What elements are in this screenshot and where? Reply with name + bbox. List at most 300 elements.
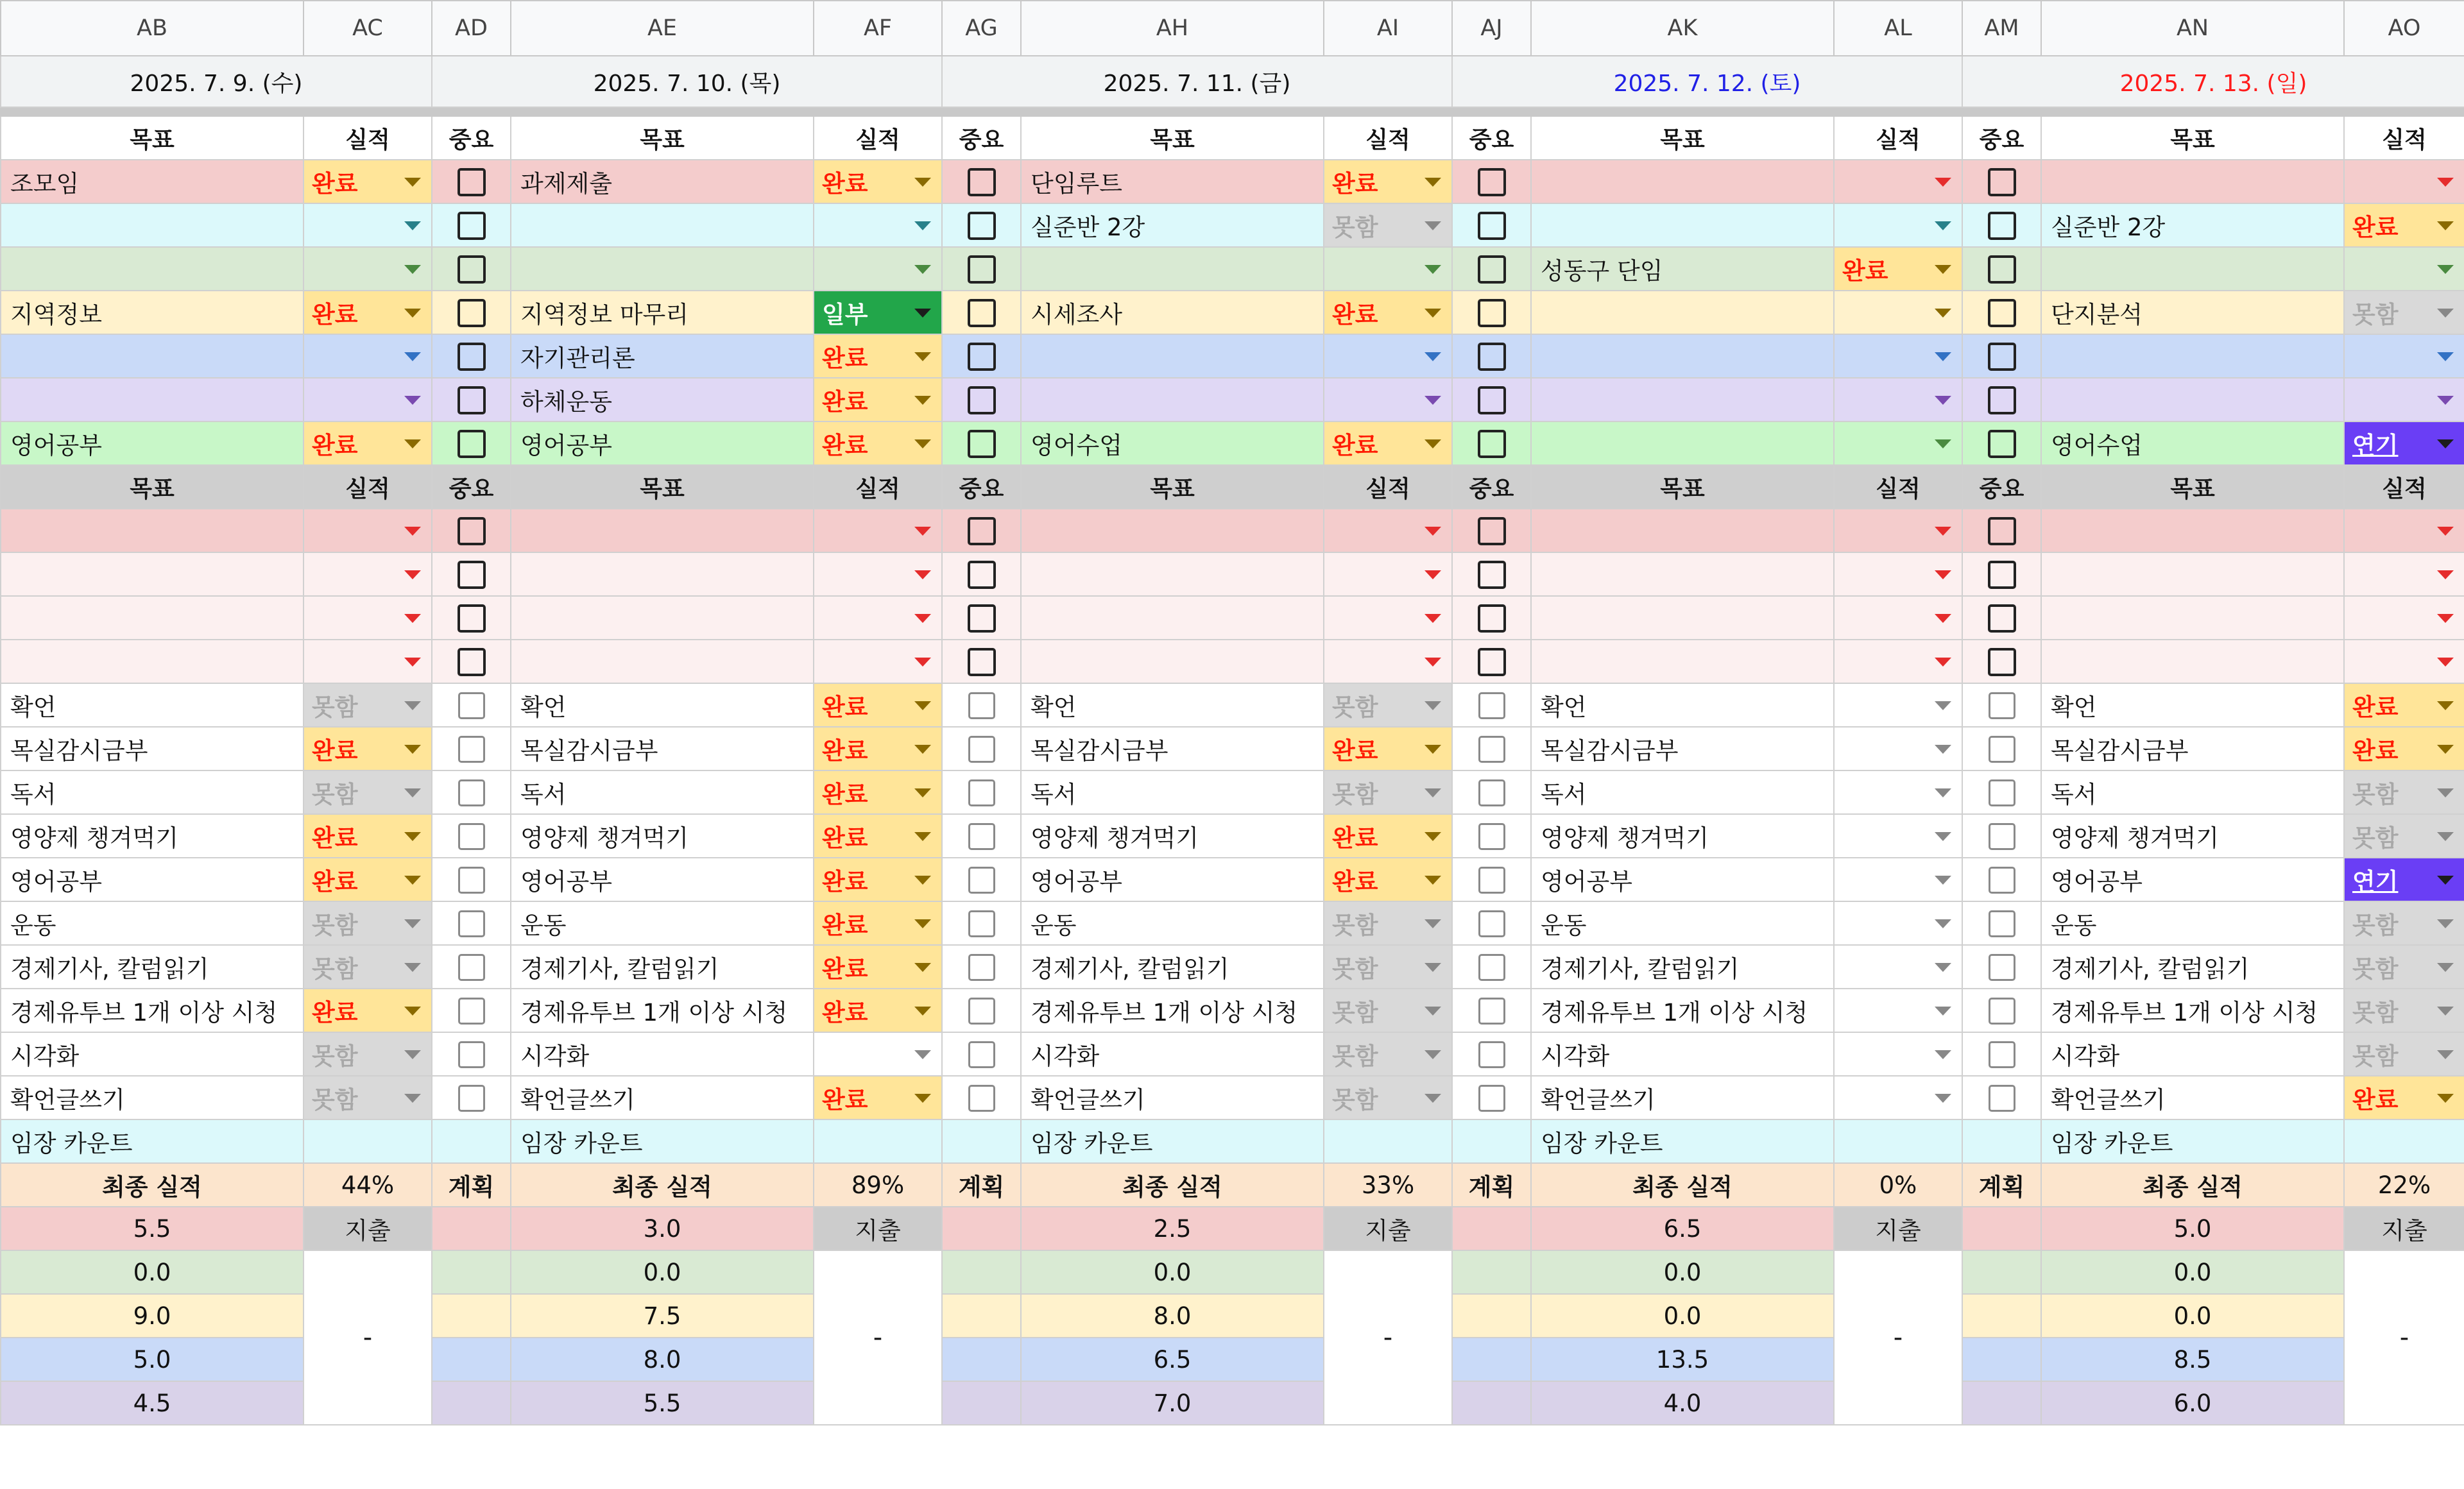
important-checkbox[interactable] bbox=[1478, 212, 1506, 240]
goal-cell[interactable]: 영어공부 bbox=[511, 421, 814, 465]
dropdown-arrow-icon[interactable] bbox=[1425, 614, 1441, 623]
result-dropdown[interactable] bbox=[814, 552, 942, 596]
result-dropdown[interactable] bbox=[2344, 509, 2464, 552]
dropdown-arrow-icon[interactable] bbox=[914, 570, 931, 579]
dropdown-arrow-icon[interactable] bbox=[1935, 788, 1951, 797]
important-checkbox[interactable] bbox=[458, 910, 485, 937]
important-checkbox[interactable] bbox=[1478, 561, 1506, 589]
column-header-al[interactable]: AL bbox=[1834, 1, 1962, 56]
goal-cell[interactable] bbox=[511, 509, 814, 552]
habit-goal-cell[interactable]: 확언 bbox=[1021, 683, 1324, 727]
dropdown-arrow-icon[interactable] bbox=[1935, 1094, 1951, 1103]
dropdown-arrow-icon[interactable] bbox=[404, 527, 421, 536]
important-checkbox[interactable] bbox=[968, 823, 995, 850]
important-checkbox[interactable] bbox=[968, 386, 996, 414]
result-dropdown[interactable] bbox=[304, 1076, 432, 1119]
dropdown-arrow-icon[interactable] bbox=[914, 1050, 931, 1059]
important-checkbox[interactable] bbox=[1478, 299, 1506, 327]
important-checkbox[interactable] bbox=[458, 255, 486, 284]
goal-cell[interactable] bbox=[1, 378, 304, 421]
dropdown-arrow-icon[interactable] bbox=[1425, 832, 1441, 841]
habit-goal-cell[interactable]: 확언글쓰기 bbox=[1021, 1076, 1324, 1119]
habit-goal-cell[interactable]: 경제기사, 칼럼읽기 bbox=[2041, 945, 2344, 989]
habit-goal-cell[interactable]: 독서 bbox=[1, 770, 304, 814]
dropdown-arrow-icon[interactable] bbox=[914, 788, 931, 797]
goal-cell[interactable] bbox=[1021, 509, 1324, 552]
column-header-ak[interactable]: AK bbox=[1531, 1, 1834, 56]
count-value[interactable] bbox=[814, 1119, 942, 1163]
important-checkbox[interactable] bbox=[1988, 517, 2016, 545]
dropdown-arrow-icon[interactable] bbox=[2437, 614, 2454, 623]
goal-cell[interactable] bbox=[2041, 640, 2344, 683]
result-dropdown[interactable] bbox=[814, 770, 942, 814]
dropdown-arrow-icon[interactable] bbox=[1935, 614, 1951, 623]
dropdown-arrow-icon[interactable] bbox=[1935, 396, 1951, 405]
goal-cell[interactable] bbox=[1531, 378, 1834, 421]
result-dropdown[interactable] bbox=[1834, 858, 1962, 901]
important-checkbox[interactable] bbox=[458, 954, 485, 981]
result-dropdown[interactable] bbox=[2344, 291, 2464, 334]
goal-cell[interactable]: 영어수업 bbox=[2041, 421, 2344, 465]
result-dropdown[interactable] bbox=[2344, 203, 2464, 247]
important-checkbox[interactable] bbox=[1478, 430, 1506, 458]
habit-goal-cell[interactable]: 경제유투브 1개 이상 시청 bbox=[1, 989, 304, 1032]
result-dropdown[interactable] bbox=[304, 334, 432, 378]
column-header-ae[interactable]: AE bbox=[511, 1, 814, 56]
result-dropdown[interactable] bbox=[2344, 858, 2464, 901]
result-dropdown[interactable] bbox=[304, 247, 432, 291]
dropdown-arrow-icon[interactable] bbox=[1425, 1094, 1441, 1103]
result-dropdown[interactable] bbox=[1834, 378, 1962, 421]
result-dropdown[interactable] bbox=[1834, 334, 1962, 378]
important-checkbox[interactable] bbox=[968, 255, 996, 284]
habit-goal-cell[interactable]: 경제유투브 1개 이상 시청 bbox=[1021, 989, 1324, 1032]
habit-goal-cell[interactable]: 경제기사, 칼럼읽기 bbox=[1531, 945, 1834, 989]
important-checkbox[interactable] bbox=[1478, 779, 1505, 806]
important-checkbox[interactable] bbox=[1478, 910, 1505, 937]
result-dropdown[interactable] bbox=[1324, 945, 1452, 989]
dropdown-arrow-icon[interactable] bbox=[1425, 788, 1441, 797]
habit-goal-cell[interactable]: 운동 bbox=[2041, 901, 2344, 945]
goal-cell[interactable] bbox=[1, 640, 304, 683]
habit-goal-cell[interactable]: 확언 bbox=[2041, 683, 2344, 727]
result-dropdown[interactable] bbox=[814, 945, 942, 989]
habit-goal-cell[interactable]: 영어공부 bbox=[1, 858, 304, 901]
habit-goal-cell[interactable]: 독서 bbox=[511, 770, 814, 814]
result-dropdown[interactable] bbox=[1834, 1032, 1962, 1076]
dropdown-arrow-icon[interactable] bbox=[1935, 919, 1951, 928]
result-dropdown[interactable] bbox=[1324, 814, 1452, 858]
result-dropdown[interactable] bbox=[1834, 814, 1962, 858]
result-dropdown[interactable] bbox=[2344, 1076, 2464, 1119]
dropdown-arrow-icon[interactable] bbox=[914, 309, 931, 318]
dropdown-arrow-icon[interactable] bbox=[404, 614, 421, 623]
habit-goal-cell[interactable]: 독서 bbox=[2041, 770, 2344, 814]
habit-goal-cell[interactable]: 확언 bbox=[511, 683, 814, 727]
important-checkbox[interactable] bbox=[1478, 343, 1506, 371]
result-dropdown[interactable] bbox=[1834, 291, 1962, 334]
goal-cell[interactable] bbox=[1, 552, 304, 596]
goal-cell[interactable]: 성동구 단임 bbox=[1531, 247, 1834, 291]
result-dropdown[interactable] bbox=[1834, 727, 1962, 770]
result-dropdown[interactable] bbox=[2344, 683, 2464, 727]
goal-cell[interactable]: 영어공부 bbox=[1, 421, 304, 465]
dropdown-arrow-icon[interactable] bbox=[2437, 527, 2454, 536]
result-dropdown[interactable] bbox=[304, 203, 432, 247]
important-checkbox[interactable] bbox=[458, 1041, 485, 1068]
goal-cell[interactable] bbox=[1531, 509, 1834, 552]
goal-cell[interactable] bbox=[2041, 509, 2344, 552]
dropdown-arrow-icon[interactable] bbox=[1935, 570, 1951, 579]
habit-goal-cell[interactable]: 목실감시금부 bbox=[2041, 727, 2344, 770]
dropdown-arrow-icon[interactable] bbox=[1935, 832, 1951, 841]
important-checkbox[interactable] bbox=[1989, 1041, 2015, 1068]
result-dropdown[interactable] bbox=[814, 247, 942, 291]
result-dropdown[interactable] bbox=[2344, 727, 2464, 770]
dropdown-arrow-icon[interactable] bbox=[914, 1007, 931, 1016]
important-checkbox[interactable] bbox=[1988, 604, 2016, 633]
important-checkbox[interactable] bbox=[1988, 430, 2016, 458]
result-dropdown[interactable] bbox=[1834, 509, 1962, 552]
result-dropdown[interactable] bbox=[2344, 770, 2464, 814]
result-dropdown[interactable] bbox=[1324, 247, 1452, 291]
dropdown-arrow-icon[interactable] bbox=[404, 265, 421, 274]
result-dropdown[interactable] bbox=[2344, 421, 2464, 465]
goal-cell[interactable]: 조모임 bbox=[1, 160, 304, 203]
important-checkbox[interactable] bbox=[458, 212, 486, 240]
goal-cell[interactable]: 자기관리론 bbox=[511, 334, 814, 378]
result-dropdown[interactable] bbox=[2344, 901, 2464, 945]
result-dropdown[interactable] bbox=[1324, 203, 1452, 247]
important-checkbox[interactable] bbox=[1478, 998, 1505, 1025]
habit-goal-cell[interactable]: 확언글쓰기 bbox=[511, 1076, 814, 1119]
result-dropdown[interactable] bbox=[2344, 378, 2464, 421]
important-checkbox[interactable] bbox=[1989, 823, 2015, 850]
result-dropdown[interactable] bbox=[1834, 421, 1962, 465]
count-value[interactable] bbox=[304, 1119, 432, 1163]
important-checkbox[interactable] bbox=[968, 299, 996, 327]
goal-cell[interactable]: 지역정보 bbox=[1, 291, 304, 334]
result-dropdown[interactable] bbox=[304, 901, 432, 945]
dropdown-arrow-icon[interactable] bbox=[1935, 352, 1951, 361]
column-header-ag[interactable]: AG bbox=[942, 1, 1021, 56]
dropdown-arrow-icon[interactable] bbox=[404, 745, 421, 754]
important-checkbox[interactable] bbox=[458, 736, 485, 763]
result-dropdown[interactable] bbox=[1324, 858, 1452, 901]
result-dropdown[interactable] bbox=[304, 421, 432, 465]
important-checkbox[interactable] bbox=[458, 779, 485, 806]
important-checkbox[interactable] bbox=[458, 299, 486, 327]
result-dropdown[interactable] bbox=[1834, 1076, 1962, 1119]
goal-cell[interactable] bbox=[2041, 378, 2344, 421]
result-dropdown[interactable] bbox=[1324, 727, 1452, 770]
dropdown-arrow-icon[interactable] bbox=[2437, 658, 2454, 667]
dropdown-arrow-icon[interactable] bbox=[1425, 701, 1441, 710]
result-dropdown[interactable] bbox=[2344, 945, 2464, 989]
result-dropdown[interactable] bbox=[814, 509, 942, 552]
important-checkbox[interactable] bbox=[1988, 343, 2016, 371]
important-checkbox[interactable] bbox=[1478, 648, 1506, 676]
dropdown-arrow-icon[interactable] bbox=[2437, 1007, 2454, 1016]
dropdown-arrow-icon[interactable] bbox=[1935, 1007, 1951, 1016]
result-dropdown[interactable] bbox=[304, 640, 432, 683]
dropdown-arrow-icon[interactable] bbox=[1935, 178, 1951, 187]
important-checkbox[interactable] bbox=[1988, 561, 2016, 589]
result-dropdown[interactable] bbox=[2344, 552, 2464, 596]
goal-cell[interactable] bbox=[1531, 640, 1834, 683]
result-dropdown[interactable] bbox=[2344, 640, 2464, 683]
dropdown-arrow-icon[interactable] bbox=[404, 876, 421, 885]
habit-goal-cell[interactable]: 확언글쓰기 bbox=[2041, 1076, 2344, 1119]
result-dropdown[interactable] bbox=[304, 989, 432, 1032]
important-checkbox[interactable] bbox=[968, 736, 995, 763]
goal-cell[interactable] bbox=[1531, 334, 1834, 378]
dropdown-arrow-icon[interactable] bbox=[2437, 396, 2454, 405]
important-checkbox[interactable] bbox=[968, 779, 995, 806]
dropdown-arrow-icon[interactable] bbox=[1425, 745, 1441, 754]
count-value[interactable] bbox=[1834, 1119, 1962, 1163]
important-checkbox[interactable] bbox=[458, 386, 486, 414]
important-checkbox[interactable] bbox=[1478, 386, 1506, 414]
dropdown-arrow-icon[interactable] bbox=[914, 963, 931, 972]
important-checkbox[interactable] bbox=[458, 867, 485, 894]
important-checkbox[interactable] bbox=[1989, 910, 2015, 937]
goal-cell[interactable] bbox=[1531, 421, 1834, 465]
important-checkbox[interactable] bbox=[458, 823, 485, 850]
dropdown-arrow-icon[interactable] bbox=[914, 614, 931, 623]
habit-goal-cell[interactable]: 목실감시금부 bbox=[1, 727, 304, 770]
result-dropdown[interactable] bbox=[304, 945, 432, 989]
important-checkbox[interactable] bbox=[458, 168, 486, 196]
important-checkbox[interactable] bbox=[1478, 692, 1505, 719]
goal-cell[interactable] bbox=[511, 552, 814, 596]
goal-cell[interactable]: 하체운동 bbox=[511, 378, 814, 421]
result-dropdown[interactable] bbox=[2344, 989, 2464, 1032]
column-header-ac[interactable]: AC bbox=[304, 1, 432, 56]
dropdown-arrow-icon[interactable] bbox=[1425, 352, 1441, 361]
goal-cell[interactable] bbox=[1021, 334, 1324, 378]
result-dropdown[interactable] bbox=[814, 421, 942, 465]
dropdown-arrow-icon[interactable] bbox=[1425, 658, 1441, 667]
column-header-af[interactable]: AF bbox=[814, 1, 942, 56]
habit-goal-cell[interactable]: 독서 bbox=[1021, 770, 1324, 814]
column-header-ad[interactable]: AD bbox=[432, 1, 511, 56]
habit-goal-cell[interactable]: 독서 bbox=[1531, 770, 1834, 814]
column-header-ab[interactable]: AB bbox=[1, 1, 304, 56]
important-checkbox[interactable] bbox=[1988, 168, 2016, 196]
result-dropdown[interactable] bbox=[814, 203, 942, 247]
result-dropdown[interactable] bbox=[2344, 596, 2464, 640]
result-dropdown[interactable] bbox=[1834, 901, 1962, 945]
important-checkbox[interactable] bbox=[1989, 867, 2015, 894]
dropdown-arrow-icon[interactable] bbox=[914, 1094, 931, 1103]
important-checkbox[interactable] bbox=[1989, 779, 2015, 806]
dropdown-arrow-icon[interactable] bbox=[1425, 919, 1441, 928]
important-checkbox[interactable] bbox=[968, 212, 996, 240]
column-header-ai[interactable]: AI bbox=[1324, 1, 1452, 56]
result-dropdown[interactable] bbox=[814, 1076, 942, 1119]
result-dropdown[interactable] bbox=[1834, 989, 1962, 1032]
important-checkbox[interactable] bbox=[1988, 299, 2016, 327]
goal-cell[interactable] bbox=[2041, 247, 2344, 291]
goal-cell[interactable]: 실준반 2강 bbox=[1021, 203, 1324, 247]
important-checkbox[interactable] bbox=[968, 343, 996, 371]
dropdown-arrow-icon[interactable] bbox=[2437, 919, 2454, 928]
dropdown-arrow-icon[interactable] bbox=[914, 527, 931, 536]
important-checkbox[interactable] bbox=[458, 561, 486, 589]
dropdown-arrow-icon[interactable] bbox=[2437, 570, 2454, 579]
result-dropdown[interactable] bbox=[304, 858, 432, 901]
dropdown-arrow-icon[interactable] bbox=[1425, 221, 1441, 230]
dropdown-arrow-icon[interactable] bbox=[1425, 876, 1441, 885]
result-dropdown[interactable] bbox=[814, 727, 942, 770]
habit-goal-cell[interactable]: 영양제 챙겨먹기 bbox=[511, 814, 814, 858]
result-dropdown[interactable] bbox=[814, 683, 942, 727]
result-dropdown[interactable] bbox=[304, 596, 432, 640]
dropdown-arrow-icon[interactable] bbox=[914, 745, 931, 754]
important-checkbox[interactable] bbox=[968, 168, 996, 196]
dropdown-arrow-icon[interactable] bbox=[404, 788, 421, 797]
result-dropdown[interactable] bbox=[814, 596, 942, 640]
result-dropdown[interactable] bbox=[1324, 596, 1452, 640]
result-dropdown[interactable] bbox=[304, 509, 432, 552]
dropdown-arrow-icon[interactable] bbox=[914, 352, 931, 361]
goal-cell[interactable] bbox=[1531, 203, 1834, 247]
result-dropdown[interactable] bbox=[814, 1032, 942, 1076]
result-dropdown[interactable] bbox=[304, 378, 432, 421]
habit-goal-cell[interactable]: 시각화 bbox=[511, 1032, 814, 1076]
important-checkbox[interactable] bbox=[1988, 648, 2016, 676]
important-checkbox[interactable] bbox=[968, 692, 995, 719]
important-checkbox[interactable] bbox=[1478, 1085, 1505, 1112]
important-checkbox[interactable] bbox=[458, 517, 486, 545]
habit-goal-cell[interactable]: 운동 bbox=[1021, 901, 1324, 945]
dropdown-arrow-icon[interactable] bbox=[404, 658, 421, 667]
dropdown-arrow-icon[interactable] bbox=[2437, 352, 2454, 361]
result-dropdown[interactable] bbox=[814, 334, 942, 378]
result-dropdown[interactable] bbox=[1324, 989, 1452, 1032]
important-checkbox[interactable] bbox=[1988, 255, 2016, 284]
important-checkbox[interactable] bbox=[1478, 255, 1506, 284]
goal-cell[interactable]: 단임루트 bbox=[1021, 160, 1324, 203]
dropdown-arrow-icon[interactable] bbox=[404, 352, 421, 361]
column-header-am[interactable]: AM bbox=[1962, 1, 2041, 56]
result-dropdown[interactable] bbox=[814, 989, 942, 1032]
habit-goal-cell[interactable]: 확언글쓰기 bbox=[1, 1076, 304, 1119]
result-dropdown[interactable] bbox=[1324, 378, 1452, 421]
important-checkbox[interactable] bbox=[458, 430, 486, 458]
result-dropdown[interactable] bbox=[1834, 596, 1962, 640]
count-value[interactable] bbox=[2344, 1119, 2464, 1163]
column-header-ao[interactable]: AO bbox=[2344, 1, 2464, 56]
result-dropdown[interactable] bbox=[1324, 552, 1452, 596]
habit-goal-cell[interactable]: 운동 bbox=[1531, 901, 1834, 945]
dropdown-arrow-icon[interactable] bbox=[404, 832, 421, 841]
habit-goal-cell[interactable]: 확언 bbox=[1531, 683, 1834, 727]
dropdown-arrow-icon[interactable] bbox=[1425, 439, 1441, 448]
dropdown-arrow-icon[interactable] bbox=[2437, 1094, 2454, 1103]
goal-cell[interactable] bbox=[1, 203, 304, 247]
result-dropdown[interactable] bbox=[1324, 291, 1452, 334]
dropdown-arrow-icon[interactable] bbox=[1425, 1007, 1441, 1016]
habit-goal-cell[interactable]: 영양제 챙겨먹기 bbox=[1, 814, 304, 858]
result-dropdown[interactable] bbox=[1324, 160, 1452, 203]
habit-goal-cell[interactable]: 목실감시금부 bbox=[511, 727, 814, 770]
result-dropdown[interactable] bbox=[304, 1032, 432, 1076]
habit-goal-cell[interactable]: 목실감시금부 bbox=[1021, 727, 1324, 770]
important-checkbox[interactable] bbox=[1988, 386, 2016, 414]
important-checkbox[interactable] bbox=[1478, 867, 1505, 894]
important-checkbox[interactable] bbox=[458, 604, 486, 633]
habit-goal-cell[interactable]: 운동 bbox=[1, 901, 304, 945]
dropdown-arrow-icon[interactable] bbox=[1425, 178, 1441, 187]
result-dropdown[interactable] bbox=[1834, 247, 1962, 291]
dropdown-arrow-icon[interactable] bbox=[914, 221, 931, 230]
result-dropdown[interactable] bbox=[1834, 160, 1962, 203]
dropdown-arrow-icon[interactable] bbox=[1935, 701, 1951, 710]
goal-cell[interactable]: 실준반 2강 bbox=[2041, 203, 2344, 247]
result-dropdown[interactable] bbox=[1834, 683, 1962, 727]
habit-goal-cell[interactable]: 경제유투브 1개 이상 시청 bbox=[2041, 989, 2344, 1032]
habit-goal-cell[interactable]: 영어공부 bbox=[511, 858, 814, 901]
dropdown-arrow-icon[interactable] bbox=[2437, 788, 2454, 797]
dropdown-arrow-icon[interactable] bbox=[404, 1094, 421, 1103]
result-dropdown[interactable] bbox=[1324, 640, 1452, 683]
dropdown-arrow-icon[interactable] bbox=[404, 221, 421, 230]
result-dropdown[interactable] bbox=[2344, 247, 2464, 291]
result-dropdown[interactable] bbox=[1324, 683, 1452, 727]
dropdown-arrow-icon[interactable] bbox=[2437, 1050, 2454, 1059]
result-dropdown[interactable] bbox=[1324, 770, 1452, 814]
result-dropdown[interactable] bbox=[814, 160, 942, 203]
dropdown-arrow-icon[interactable] bbox=[1425, 527, 1441, 536]
result-dropdown[interactable] bbox=[1324, 509, 1452, 552]
important-checkbox[interactable] bbox=[968, 604, 996, 633]
result-dropdown[interactable] bbox=[814, 640, 942, 683]
result-dropdown[interactable] bbox=[814, 858, 942, 901]
habit-goal-cell[interactable]: 영양제 챙겨먹기 bbox=[1021, 814, 1324, 858]
habit-goal-cell[interactable]: 시각화 bbox=[1531, 1032, 1834, 1076]
result-dropdown[interactable] bbox=[2344, 814, 2464, 858]
count-value[interactable] bbox=[1324, 1119, 1452, 1163]
dropdown-arrow-icon[interactable] bbox=[914, 701, 931, 710]
goal-cell[interactable] bbox=[511, 640, 814, 683]
important-checkbox[interactable] bbox=[1988, 212, 2016, 240]
dropdown-arrow-icon[interactable] bbox=[2437, 309, 2454, 318]
dropdown-arrow-icon[interactable] bbox=[2437, 832, 2454, 841]
habit-goal-cell[interactable]: 운동 bbox=[511, 901, 814, 945]
dropdown-arrow-icon[interactable] bbox=[914, 876, 931, 885]
result-dropdown[interactable] bbox=[304, 160, 432, 203]
goal-cell[interactable] bbox=[1021, 247, 1324, 291]
goal-cell[interactable] bbox=[1021, 552, 1324, 596]
result-dropdown[interactable] bbox=[304, 770, 432, 814]
important-checkbox[interactable] bbox=[458, 998, 485, 1025]
goal-cell[interactable]: 영어수업 bbox=[1021, 421, 1324, 465]
result-dropdown[interactable] bbox=[1834, 945, 1962, 989]
goal-cell[interactable]: 지역정보 마무리 bbox=[511, 291, 814, 334]
habit-goal-cell[interactable]: 확언 bbox=[1, 683, 304, 727]
goal-cell[interactable]: 과제제출 bbox=[511, 160, 814, 203]
result-dropdown[interactable] bbox=[1324, 1076, 1452, 1119]
result-dropdown[interactable] bbox=[2344, 1032, 2464, 1076]
habit-goal-cell[interactable]: 영어공부 bbox=[1531, 858, 1834, 901]
result-dropdown[interactable] bbox=[304, 552, 432, 596]
result-dropdown[interactable] bbox=[2344, 160, 2464, 203]
result-dropdown[interactable] bbox=[814, 378, 942, 421]
dropdown-arrow-icon[interactable] bbox=[1935, 309, 1951, 318]
important-checkbox[interactable] bbox=[458, 648, 486, 676]
